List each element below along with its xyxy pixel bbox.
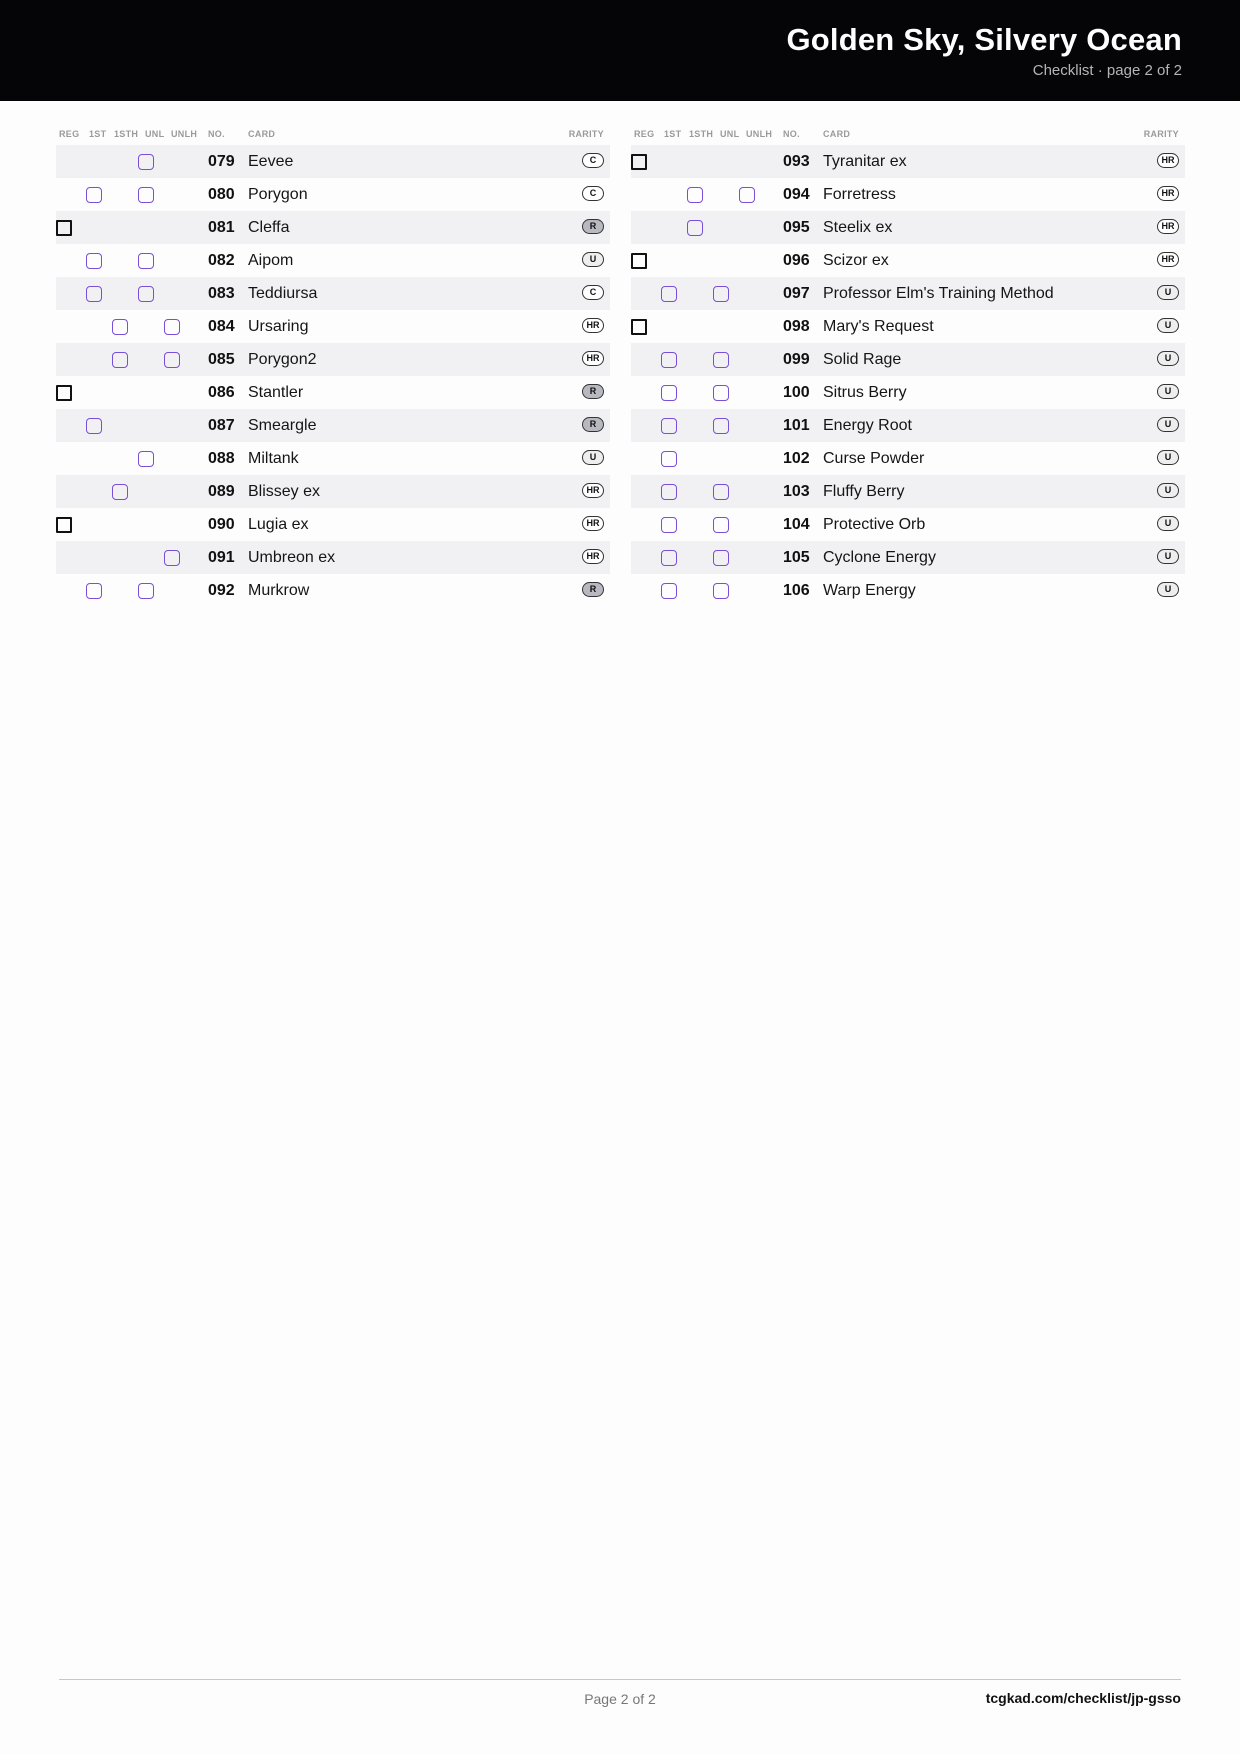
checkbox-unl[interactable] [713, 286, 729, 302]
rarity-badge: U [1157, 384, 1179, 399]
checkbox-reg[interactable] [631, 253, 647, 269]
card-name: Energy Root [823, 417, 912, 434]
col-no: NO. [208, 129, 225, 139]
rarity-badge: HR [582, 318, 604, 333]
rarity-badge: R [582, 384, 604, 399]
table-row [631, 343, 1185, 376]
card-name: Smeargle [248, 417, 317, 434]
rarity-badge: R [582, 417, 604, 432]
table-row [56, 508, 610, 541]
card-name: Lugia ex [248, 516, 309, 533]
checkbox-first[interactable] [86, 418, 102, 434]
rarity-badge: HR [1157, 252, 1179, 267]
card-number: 096 [783, 252, 810, 269]
card-number: 085 [208, 351, 235, 368]
checkbox-first[interactable] [661, 418, 677, 434]
table-row [631, 475, 1185, 508]
column-header [631, 124, 1185, 145]
checkbox-first[interactable] [661, 385, 677, 401]
rarity-badge: U [1157, 318, 1179, 333]
table-row [56, 475, 610, 508]
rarity-badge: HR [1157, 219, 1179, 234]
card-number: 079 [208, 153, 235, 170]
rarity-badge: U [582, 252, 604, 267]
table-row [56, 211, 610, 244]
card-number: 098 [783, 318, 810, 335]
card-name: Ursaring [248, 318, 309, 335]
checkbox-first[interactable] [86, 253, 102, 269]
rarity-badge: C [582, 285, 604, 300]
footer-divider [59, 1679, 1181, 1680]
table-row [56, 244, 610, 277]
table-row [56, 145, 610, 178]
card-number: 082 [208, 252, 235, 269]
table-row [631, 145, 1185, 178]
card-name: Porygon2 [248, 351, 317, 368]
checkbox-unl[interactable] [713, 385, 729, 401]
col-unl: UNL [145, 129, 165, 139]
card-name: Warp Energy [823, 582, 916, 599]
card-name: Scizor ex [823, 252, 889, 269]
checkbox-unl[interactable] [138, 451, 154, 467]
card-number: 097 [783, 285, 810, 302]
card-number: 093 [783, 153, 810, 170]
card-name: Murkrow [248, 582, 310, 599]
rarity-badge: HR [582, 516, 604, 531]
card-number: 105 [783, 549, 810, 566]
card-number: 090 [208, 516, 235, 533]
checkbox-first-th[interactable] [112, 319, 128, 335]
table-row [631, 409, 1185, 442]
checkbox-reg[interactable] [56, 517, 72, 533]
page-header [0, 0, 1240, 101]
checkbox-first[interactable] [661, 352, 677, 368]
card-number: 104 [783, 516, 810, 533]
checkbox-unl[interactable] [713, 517, 729, 533]
rarity-badge: HR [582, 483, 604, 498]
rarity-badge: U [1157, 285, 1179, 300]
col-card: CARD [823, 129, 851, 139]
col-no: NO. [783, 129, 800, 139]
table-row [56, 277, 610, 310]
checkbox-first-th[interactable] [112, 352, 128, 368]
card-number: 094 [783, 186, 810, 203]
checkbox-first[interactable] [86, 583, 102, 599]
checkbox-reg[interactable] [56, 220, 72, 236]
rarity-badge: U [1157, 582, 1179, 597]
card-name: Umbreon ex [248, 549, 336, 566]
col-card: CARD [248, 129, 276, 139]
checkbox-first[interactable] [661, 484, 677, 500]
checkbox-first[interactable] [661, 451, 677, 467]
checkbox-first[interactable] [661, 583, 677, 599]
checkbox-unlh[interactable] [164, 352, 180, 368]
table-row [56, 376, 610, 409]
table-row [631, 541, 1185, 574]
checkbox-unl[interactable] [713, 352, 729, 368]
rarity-badge: HR [1157, 186, 1179, 201]
card-name: Curse Powder [823, 450, 925, 467]
checkbox-first[interactable] [86, 286, 102, 302]
checkbox-first-th[interactable] [687, 220, 703, 236]
card-name: Forretress [823, 186, 896, 203]
card-name: Porygon [248, 186, 308, 203]
rarity-badge: C [582, 186, 604, 201]
rarity-badge: U [1157, 516, 1179, 531]
table-row [631, 244, 1185, 277]
col-1st: 1ST [89, 129, 107, 139]
rarity-badge: U [1157, 351, 1179, 366]
card-list-right [631, 145, 1185, 607]
checkbox-unl[interactable] [713, 484, 729, 500]
col-reg: REG [59, 129, 80, 139]
card-name: Fluffy Berry [823, 483, 905, 500]
card-name: Aipom [248, 252, 294, 269]
table-row [631, 442, 1185, 475]
checkbox-unlh[interactable] [739, 187, 755, 203]
checkbox-unl[interactable] [713, 550, 729, 566]
col-unlh: UNLH [746, 129, 773, 139]
card-name: Sitrus Berry [823, 384, 907, 401]
card-number: 083 [208, 285, 235, 302]
table-row [56, 178, 610, 211]
rarity-badge: U [1157, 549, 1179, 564]
card-number: 081 [208, 219, 235, 236]
checklist-column-right [631, 124, 1185, 607]
checkbox-reg[interactable] [631, 154, 647, 170]
col-rarity: RARITY [1143, 129, 1179, 139]
rarity-badge: U [1157, 450, 1179, 465]
rarity-badge: U [582, 450, 604, 465]
checkbox-unl[interactable] [138, 286, 154, 302]
card-number: 080 [208, 186, 235, 203]
checkbox-unl[interactable] [138, 253, 154, 269]
card-number: 086 [208, 384, 235, 401]
card-number: 101 [783, 417, 810, 434]
col-rarity: RARITY [568, 129, 604, 139]
card-number: 092 [208, 582, 235, 599]
checkbox-first[interactable] [661, 550, 677, 566]
table-row [631, 211, 1185, 244]
table-row [56, 574, 610, 607]
card-number: 089 [208, 483, 235, 500]
card-name: Teddiursa [248, 285, 318, 302]
card-name: Tyranitar ex [823, 153, 907, 170]
card-number: 084 [208, 318, 235, 335]
rarity-badge: R [582, 582, 604, 597]
card-number: 106 [783, 582, 810, 599]
card-name: Cyclone Energy [823, 549, 936, 566]
checklist-column-left [56, 124, 610, 607]
col-unlh: UNLH [171, 129, 198, 139]
checkbox-unlh[interactable] [164, 550, 180, 566]
rarity-badge: HR [582, 351, 604, 366]
checkbox-unl[interactable] [138, 583, 154, 599]
card-name: Professor Elm's Training Method [823, 285, 1054, 302]
col-unl: UNL [720, 129, 740, 139]
table-row [631, 508, 1185, 541]
table-row [56, 541, 610, 574]
table-row [56, 310, 610, 343]
rarity-badge: U [1157, 483, 1179, 498]
rarity-badge: HR [582, 549, 604, 564]
table-row [56, 343, 610, 376]
card-name: Steelix ex [823, 219, 893, 236]
table-row [56, 409, 610, 442]
card-number: 088 [208, 450, 235, 467]
table-row [631, 310, 1185, 343]
checkbox-reg[interactable] [56, 385, 72, 401]
card-number: 102 [783, 450, 810, 467]
rarity-badge: U [1157, 417, 1179, 432]
table-row [56, 442, 610, 475]
card-name: Cleffa [248, 219, 290, 236]
card-number: 100 [783, 384, 810, 401]
col-reg: REG [634, 129, 655, 139]
card-name: Blissey ex [248, 483, 321, 500]
checkbox-first[interactable] [661, 286, 677, 302]
checkbox-unl[interactable] [713, 583, 729, 599]
card-name: Solid Rage [823, 351, 902, 368]
checkbox-unlh[interactable] [164, 319, 180, 335]
col-1sth: 1STH [114, 129, 139, 139]
card-name: Eevee [248, 153, 294, 170]
checkbox-reg[interactable] [631, 319, 647, 335]
checkbox-first[interactable] [661, 517, 677, 533]
col-1st: 1ST [664, 129, 682, 139]
column-header [56, 124, 610, 145]
footer-url: tcgkad.com/checklist/jp-gsso [985, 1690, 1181, 1706]
card-name: Mary's Request [823, 318, 934, 335]
checkbox-first-th[interactable] [112, 484, 128, 500]
card-name: Stantler [248, 384, 304, 401]
checkbox-unl[interactable] [713, 418, 729, 434]
rarity-badge: C [582, 153, 604, 168]
col-1sth: 1STH [689, 129, 714, 139]
card-name: Miltank [248, 450, 299, 467]
table-row [631, 277, 1185, 310]
page-subtitle: Checklist · page 2 of 2 [1032, 62, 1182, 79]
card-number: 103 [783, 483, 810, 500]
card-number: 091 [208, 549, 235, 566]
rarity-badge: HR [1157, 153, 1179, 168]
card-number: 095 [783, 219, 810, 236]
checkbox-unl[interactable] [138, 187, 154, 203]
card-number: 087 [208, 417, 235, 434]
rarity-badge: R [582, 219, 604, 234]
card-number: 099 [783, 351, 810, 368]
table-row [631, 574, 1185, 607]
table-row [631, 376, 1185, 409]
footer-page-number: Page 2 of 2 [584, 1691, 656, 1707]
set-title: Golden Sky, Silvery Ocean [786, 22, 1182, 57]
checkbox-unl[interactable] [138, 154, 154, 170]
checkbox-first[interactable] [86, 187, 102, 203]
card-name: Protective Orb [823, 516, 926, 533]
checkbox-first-th[interactable] [687, 187, 703, 203]
table-row [631, 178, 1185, 211]
card-list-left [56, 145, 610, 607]
